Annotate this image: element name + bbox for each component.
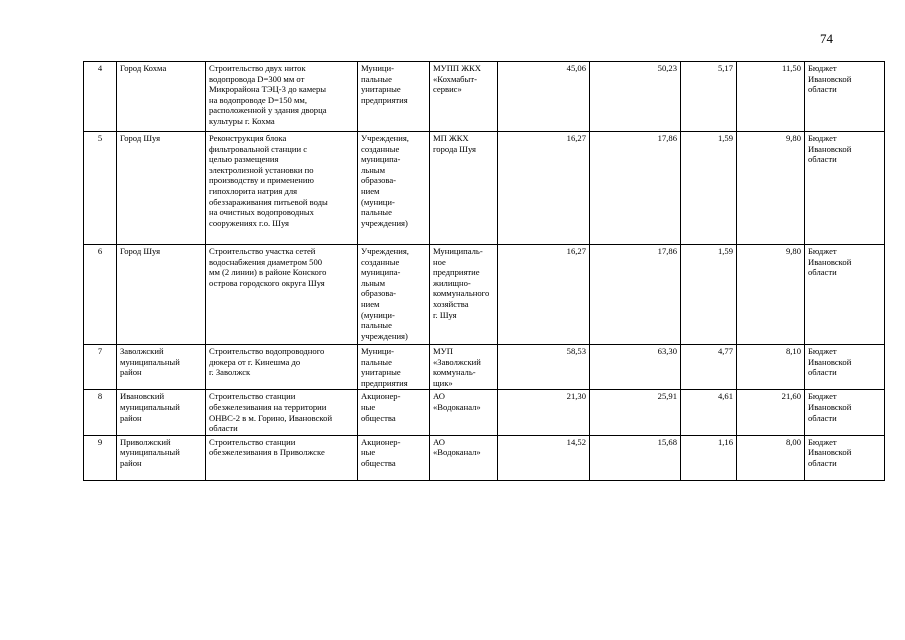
cell-line: целью размещения	[209, 154, 279, 165]
cell-text: 63,30	[657, 346, 677, 356]
cell-text: 45,06	[566, 63, 586, 73]
row-number-cell	[84, 132, 117, 245]
cell-text: 9,80	[785, 133, 801, 143]
cell-line: предприятия	[361, 377, 408, 388]
cell-text: 1,59	[717, 246, 733, 256]
cell-line: общества	[361, 457, 396, 468]
cell-text: 50,23	[657, 63, 677, 73]
cell-line: ные	[361, 447, 376, 458]
owner-type-cell	[358, 132, 430, 245]
cell-line: острова городского округа Шуя	[209, 277, 325, 288]
cell-text: 6	[97, 246, 103, 256]
cell-line: города Шуя	[433, 143, 476, 154]
row-number-cell	[84, 345, 117, 390]
operator-cell	[430, 435, 498, 480]
cell-text: 4,61	[717, 391, 733, 402]
operator-cell	[430, 132, 498, 245]
cell-line: пальные	[361, 320, 392, 331]
value-4-cell	[737, 62, 805, 132]
value-1-cell	[498, 62, 590, 132]
cell-line: АО	[433, 391, 445, 402]
description-cell	[206, 390, 358, 435]
table-row	[84, 132, 885, 245]
table-row	[84, 345, 885, 390]
cell-line: области	[808, 154, 837, 165]
cell-text: 9,80	[785, 246, 801, 256]
description-cell	[206, 435, 358, 480]
value-4-cell	[737, 390, 805, 435]
cell-line: Ивановской	[808, 356, 852, 367]
cell-text: 8	[97, 391, 103, 402]
cell-text: 16,27	[566, 133, 586, 143]
cell-line: Бюджет	[808, 246, 837, 256]
cell-line: коммунального	[433, 288, 490, 299]
cell-line: г. Шуя	[433, 309, 457, 320]
cell-line: Учреждения,	[361, 246, 409, 256]
cell-line: Бюджет	[808, 133, 837, 143]
cell-line: общества	[361, 412, 396, 423]
cell-line: Ивановской	[808, 73, 852, 84]
cell-line: унитарные	[361, 367, 401, 378]
cell-line: Город Кохма	[120, 63, 167, 73]
table-row	[84, 435, 885, 480]
description-cell	[206, 132, 358, 245]
cell-line: обезжелезивания на территории	[209, 401, 327, 412]
operator-cell	[430, 390, 498, 435]
owner-type-cell	[358, 245, 430, 345]
cell-line: Микрорайона ТЭЦ-3 до камеры	[209, 84, 327, 95]
cell-line: мм (2 линии) в районе Конского	[209, 267, 327, 278]
cell-line: Акционер-	[361, 391, 401, 402]
value-2-cell	[590, 245, 681, 345]
cell-line: электролизной установки по	[209, 164, 314, 175]
operator-cell	[430, 245, 498, 345]
table-body	[84, 62, 885, 481]
value-4-cell	[737, 435, 805, 480]
cell-line: «Заволжский	[433, 356, 481, 367]
cell-line: (муници-	[361, 309, 395, 320]
operator-cell	[430, 345, 498, 390]
cell-line: Учреждения,	[361, 133, 409, 143]
value-3-cell	[681, 345, 737, 390]
funding-source-cell	[805, 435, 885, 480]
cell-line: Приволжский	[120, 436, 171, 447]
cell-line: коммуналь-	[433, 367, 476, 378]
cell-line: Строительство двух ниток	[209, 63, 306, 73]
cell-text: 11,50	[781, 63, 801, 73]
cell-line: образова-	[361, 175, 397, 186]
value-4-cell	[737, 345, 805, 390]
cell-text: 8,00	[785, 436, 801, 447]
cell-text: 4	[97, 63, 103, 73]
value-2-cell	[590, 62, 681, 132]
cell-line: Ивановской	[808, 143, 852, 154]
cell-line: Муниципаль-	[433, 246, 483, 256]
cell-text: 58,53	[566, 346, 586, 356]
cell-line: предприятия	[361, 94, 408, 105]
cell-line: муниципальный	[120, 447, 180, 458]
cell-line: области	[808, 457, 837, 468]
cell-line: области	[808, 412, 837, 423]
locality-cell	[117, 62, 206, 132]
cell-text: 14,52	[566, 436, 586, 447]
cell-line: производству и применению	[209, 175, 314, 186]
cell-line: расположенной у здания дворца	[209, 105, 327, 116]
value-2-cell	[590, 390, 681, 435]
cell-line: Строительство участка сетей	[209, 246, 316, 256]
description-cell	[206, 345, 358, 390]
cell-text: 1,59	[717, 133, 733, 143]
cell-line: хозяйства	[433, 298, 469, 309]
cell-text: 5,17	[717, 63, 733, 73]
cell-text: 16,27	[566, 246, 586, 256]
value-2-cell	[590, 435, 681, 480]
cell-line: водопровода D=300 мм от	[209, 73, 305, 84]
cell-line: обезжелезивания в Приволжске	[209, 447, 325, 458]
value-3-cell	[681, 390, 737, 435]
cell-text: 21,30	[566, 391, 586, 402]
cell-text: 21,60	[781, 391, 801, 402]
cell-line: Ивановский	[120, 391, 165, 402]
cell-line: пальные	[361, 356, 392, 367]
cell-line: Реконструкция блока	[209, 133, 287, 143]
locality-cell	[117, 345, 206, 390]
cell-line: Ивановской	[808, 401, 852, 412]
value-1-cell	[498, 390, 590, 435]
cell-line: нием	[361, 298, 380, 309]
row-number-cell	[84, 390, 117, 435]
description-cell	[206, 245, 358, 345]
table-row	[84, 390, 885, 435]
cell-line: щик»	[433, 377, 453, 388]
cell-line: учреждения)	[361, 217, 408, 228]
cell-line: муниципа-	[361, 267, 401, 278]
cell-text: 17,86	[657, 246, 677, 256]
cell-line: Город Шуя	[120, 246, 161, 256]
value-1-cell	[498, 435, 590, 480]
cell-line: созданные	[361, 256, 400, 267]
cell-line: (муници-	[361, 196, 395, 207]
owner-type-cell	[358, 62, 430, 132]
cell-text: 8,10	[785, 346, 801, 356]
cell-text: 7	[97, 346, 103, 356]
funding-source-cell	[805, 390, 885, 435]
cell-line: муниципа-	[361, 154, 401, 165]
funding-source-cell	[805, 245, 885, 345]
cell-line: «Водоканал»	[433, 401, 481, 412]
value-2-cell	[590, 345, 681, 390]
value-2-cell	[590, 132, 681, 245]
owner-type-cell	[358, 390, 430, 435]
row-number-cell	[84, 245, 117, 345]
cell-line: пальные	[361, 73, 392, 84]
cell-line: ное	[433, 256, 446, 267]
table-row	[84, 62, 885, 132]
locality-cell	[117, 390, 206, 435]
cell-line: ОНВС-2 в м. Горино, Ивановской	[209, 412, 333, 423]
cell-line: обеззараживания питьевой воды	[209, 196, 328, 207]
operator-cell	[430, 62, 498, 132]
row-number-cell	[84, 435, 117, 480]
funding-source-cell	[805, 62, 885, 132]
cell-line: льным	[361, 277, 386, 288]
value-4-cell	[737, 245, 805, 345]
cell-line: учреждения)	[361, 330, 408, 341]
cell-line: «Кохмабыт-	[433, 73, 477, 84]
cell-line: Город Шуя	[120, 133, 161, 143]
row-number-cell	[84, 62, 117, 132]
cell-line: Муници-	[361, 346, 394, 356]
cell-line: район	[120, 412, 142, 423]
cell-line: нием	[361, 185, 380, 196]
cell-line: Строительство станции	[209, 436, 296, 447]
value-3-cell	[681, 435, 737, 480]
cell-text: 1,16	[717, 436, 733, 447]
value-1-cell	[498, 345, 590, 390]
funding-source-cell	[805, 132, 885, 245]
cell-line: район	[120, 367, 142, 378]
cell-line: муниципальный	[120, 356, 180, 367]
cell-line: гипохлорита натрия для	[209, 185, 298, 196]
cell-line: г. Заволжск	[209, 367, 251, 378]
cell-line: Строительство станции	[209, 391, 296, 402]
cell-line: предприятие	[433, 267, 480, 278]
page-number: 74	[820, 31, 833, 46]
value-3-cell	[681, 62, 737, 132]
cell-line: Ивановской	[808, 256, 852, 267]
locality-cell	[117, 132, 206, 245]
cell-line: Бюджет	[808, 346, 837, 356]
cell-text: 4,77	[717, 346, 733, 356]
cell-line: ные	[361, 401, 376, 412]
cell-line: созданные	[361, 143, 400, 154]
cell-line: район	[120, 457, 142, 468]
value-3-cell	[681, 245, 737, 345]
cell-line: на водопроводе D=150 мм,	[209, 94, 307, 105]
cell-line: на очистных водопроводных	[209, 207, 314, 218]
cell-line: области	[808, 267, 837, 278]
cell-line: Акционер-	[361, 436, 401, 447]
cell-text: 25,91	[657, 391, 677, 402]
locality-cell	[117, 435, 206, 480]
cell-line: образова-	[361, 288, 397, 299]
value-1-cell	[498, 132, 590, 245]
locality-cell	[117, 245, 206, 345]
cell-line: унитарные	[361, 84, 401, 95]
cell-line: льным	[361, 164, 386, 175]
value-3-cell	[681, 132, 737, 245]
owner-type-cell	[358, 345, 430, 390]
cell-text: 9	[97, 436, 103, 447]
cell-line: области	[209, 423, 238, 434]
cell-line: Ивановской	[808, 447, 852, 458]
cell-line: сооружениях г.о. Шуя	[209, 217, 290, 228]
cell-line: области	[808, 84, 837, 95]
cell-line: АО	[433, 436, 445, 447]
cell-line: Бюджет	[808, 63, 837, 73]
cell-line: дюкера от г. Кинешма до	[209, 356, 301, 367]
cell-line: пальные	[361, 207, 392, 218]
cell-line: муниципальный	[120, 401, 180, 412]
cell-line: МУПП ЖКХ	[433, 63, 481, 73]
cell-line: Бюджет	[808, 391, 837, 402]
cell-text: 5	[97, 133, 103, 143]
value-1-cell	[498, 245, 590, 345]
cell-line: Строительство водопроводного	[209, 346, 325, 356]
cell-line: «Водоканал»	[433, 447, 481, 458]
cell-line: области	[808, 367, 837, 378]
cell-line: фильтровальной станции с	[209, 143, 308, 154]
description-cell	[206, 62, 358, 132]
cell-line: Муници-	[361, 63, 394, 73]
value-4-cell	[737, 132, 805, 245]
cell-text: 15,68	[657, 436, 677, 447]
investment-table	[83, 61, 885, 481]
cell-line: МП ЖКХ	[433, 133, 469, 143]
cell-line: МУП	[433, 346, 453, 356]
owner-type-cell	[358, 435, 430, 480]
cell-line: водоснабжения диаметром 500	[209, 256, 323, 267]
cell-line: культуры г. Кохма	[209, 115, 275, 126]
funding-source-cell	[805, 345, 885, 390]
cell-line: Бюджет	[808, 436, 837, 447]
cell-line: Заволжский	[120, 346, 164, 356]
cell-line: жилищно-	[433, 277, 471, 288]
cell-text: 17,86	[657, 133, 677, 143]
table-row	[84, 245, 885, 345]
cell-line: сервис»	[433, 84, 462, 95]
